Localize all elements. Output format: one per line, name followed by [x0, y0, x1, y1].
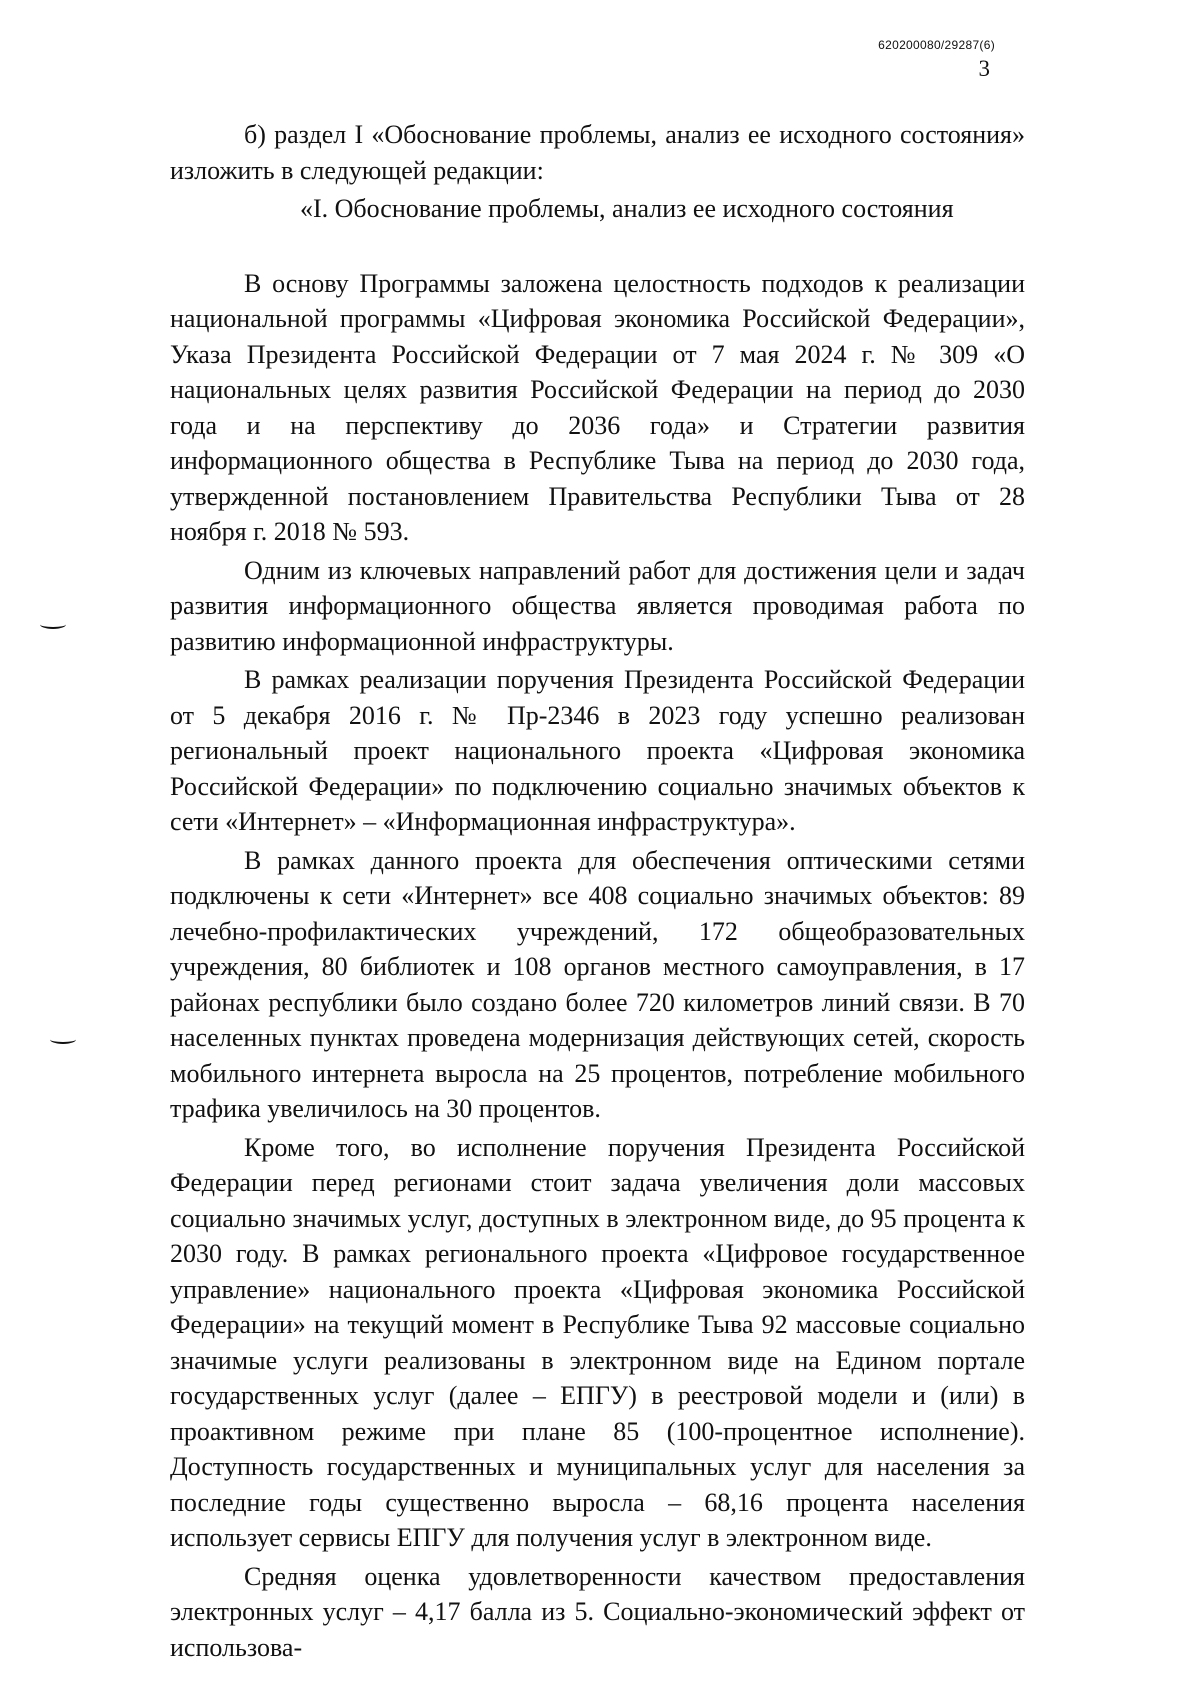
intro-paragraph: б) раздел I «Обоснование проблемы, анализ ее исходного состояния» изложить в следующей редакции: — [170, 120, 1025, 185]
paragraph-2: Одним из ключевых направлений работ для достижения цели и задач развития информационного общества является проводимая работа по развитию информационной инфраструктуры. — [170, 555, 1025, 656]
margin-mark — [50, 1035, 76, 1044]
document-number: 620200080/29287(6) — [878, 38, 995, 52]
margin-mark — [40, 620, 66, 629]
paragraph-5: Кроме того, во исполнение поручения Президента Российской Федерации перед регионами стоит задача увеличения доли массовых социально значимых услуг, доступных в электронном виде, до 95 процента к 2030 году. В рамках регионального проекта «Цифровое государственное управление» национального проекта «Цифровая экономика Российской Федерации» на текущий момент в Республике Тыва 92 массовые социально значимые услуги реализованы в электронном виде на Едином портале государственных услуг (далее – ЕПГУ) в реестровой модели и (или) в проактивном режиме при плане 85 (100-процентное исполнение). Доступность государственных и муниципальных услуг для населения за последние годы существенно выросла – 68,16 процента населения использует сервисы ЕПГУ для получения услуг в электронном виде. — [170, 1132, 1025, 1552]
paragraph-3: В рамках реализации поручения Президента Российской Федерации от 5 декабря 2016 г. № Пр-2346 в 2023 году успешно реализован региональный проект национального проекта «Цифровая экономика Российской Федерации» по подключению социально значимых объектов к сети «Интернет» – «Информационная инфраструктура». — [170, 665, 1025, 836]
section-heading: «I. Обоснование проблемы, анализ ее исходного состояния — [300, 194, 954, 223]
paragraph-6: Средняя оценка удовлетворенности качеством предоставления электронных услуг – 4,17 балла из 5. Социально-экономический эффект от использова- — [170, 1561, 1025, 1662]
paragraph-1: В основу Программы заложена целостность подходов к реализации национальной программы «Цифровая экономика Российской Федерации», Указа Президента Российской Федерации от 7 мая 2024 г. № 309 «О национальных целях развития Российской Федерации на период до 2030 года и на перспективу до 2036 года» и Стратегии развития информационного общества в Республике Тыва на период до 2030 года, утвержденной постановлением Правительства Республики Тыва от 28 ноября г. 2018 № 593. — [170, 268, 1025, 546]
page-number: 3 — [978, 56, 990, 81]
paragraph-4: В рамках данного проекта для обеспечения оптическими сетями подключены к сети «Интернет» все 408 социально значимых объектов: 89 лечебно-профилактических учреждений, 172 общеобразовательных учреждения, 80 библиотек и 108 органов местного самоуправления, в 17 районах республики было создано более 720 километров линий связи. В 70 населенных пунктах проведена модернизация действующих сетей, скорость мобильного интернета выросла на 25 процентов, потребление мобильного трафика увеличилось на 30 процентов. — [170, 845, 1025, 1123]
document-body — [170, 117, 1025, 1668]
